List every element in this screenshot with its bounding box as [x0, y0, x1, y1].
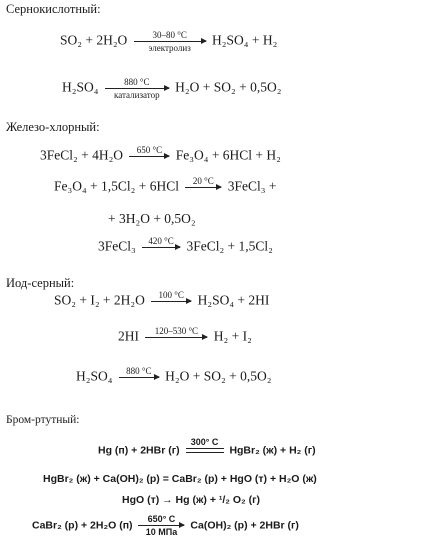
eq9-lhs: Hg (п) + 2HBr (г) [98, 444, 180, 457]
reaction-arrow [138, 514, 184, 537]
equation-2 [62, 77, 281, 100]
eq6-condition-top: 100 °C [158, 290, 184, 300]
section-title-iron-chlorine: Железо-хлорный: [6, 120, 100, 134]
section-title-iodine-sulfur: Иод-серный: [6, 276, 75, 290]
eq9-condition-top: 300° C [190, 437, 219, 447]
eq2-condition-bottom: катализатор [114, 90, 160, 100]
reaction-arrow [151, 290, 191, 313]
equilibrium-double-line [186, 437, 224, 464]
equation-6 [54, 290, 269, 313]
equation-7 [118, 326, 252, 349]
section-title-bromine-mercury: Бром-ртутный: [6, 414, 80, 426]
eq7-lhs: 2HI [118, 328, 139, 344]
eq3-rhs: Fe₃O₄ + 6HCl + H₂ [175, 147, 281, 163]
eq8-lhs: H₂SO₄ [76, 368, 113, 384]
section-title-sulfuric: Сернокислотный: [6, 2, 101, 16]
eq8-condition-top: 880 °C [126, 366, 152, 376]
reaction-arrow [142, 236, 180, 259]
eq6-lhs: SO₂ + I₂ + 2H₂O [54, 292, 145, 308]
reaction-arrow [185, 176, 221, 199]
eq4-condition-top: 20 °C [192, 176, 214, 186]
reaction-arrow [129, 145, 169, 168]
eq9-rhs: HgBr₂ (ж) + H₂ (г) [229, 444, 316, 457]
reaction-arrow [105, 77, 169, 100]
eq7-rhs: H₂ + I₂ [213, 328, 252, 344]
eq2-condition-top: 880 °C [124, 77, 150, 87]
eq12-condition-bottom: 10 МПа [145, 527, 178, 537]
eq5-condition-top: 420 °C [148, 236, 174, 246]
eq1-condition-top: 30–80 °C [152, 30, 187, 40]
equation-5 [98, 236, 273, 259]
eq2-rhs: H₂O + SO₂ + 0,5O₂ [175, 79, 282, 95]
eq1-condition-bottom: электролиз [148, 43, 191, 53]
equation-9 [98, 437, 316, 464]
equation-3 [40, 145, 281, 168]
eq5-lhs: 3FeCl₃ [98, 238, 136, 254]
eq8-rhs: H₂O + SO₂ + 0,5O₂ [165, 368, 272, 384]
eq3-condition-top: 650 °C [136, 145, 163, 155]
eq12-lhs: CaBr₂ (р) + 2H₂O (п) [32, 519, 133, 532]
eq3-lhs: 3FeCl₂ + 4H₂O [40, 147, 124, 163]
equation-12 [32, 514, 299, 537]
eq2-lhs: H₂SO₄ [62, 79, 99, 95]
eq4-lhs: Fe₃O₄ + 1,5Cl₂ + 6HCl [54, 178, 179, 194]
eq1-rhs: H₂SO₄ + H₂ [212, 32, 278, 48]
equation-1 [60, 30, 277, 53]
eq5-rhs: 3FeCl₂ + 1,5Cl₂ [186, 238, 273, 254]
eq12-rhs: Ca(OH)₂ (р) + 2HBr (г) [190, 519, 299, 532]
eq12-condition-top: 650° C [147, 514, 176, 524]
reaction-arrow [119, 366, 159, 389]
equation-10: HgBr₂ (ж) + Ca(OH)₂ (р) = CaBr₂ (р) + HgO (т) + H₂O (ж) [43, 473, 317, 485]
reaction-arrow [145, 326, 207, 349]
equation-4-continued: + 3H₂O + 0,5O₂ [108, 211, 196, 226]
equation-8 [76, 366, 271, 389]
equation-4 [54, 176, 276, 199]
equation-11: HgO (т) → Hg (ж) + ¹/₂ O₂ (г) [122, 494, 260, 506]
reaction-arrow [134, 30, 206, 53]
eq4-rhs: 3FeCl₃ + [227, 178, 277, 194]
eq7-condition-top: 120–530 °C [154, 326, 199, 336]
eq1-lhs: SO₂ + 2H₂O [60, 32, 128, 48]
eq6-rhs: H₂SO₄ + 2HI [197, 292, 270, 308]
